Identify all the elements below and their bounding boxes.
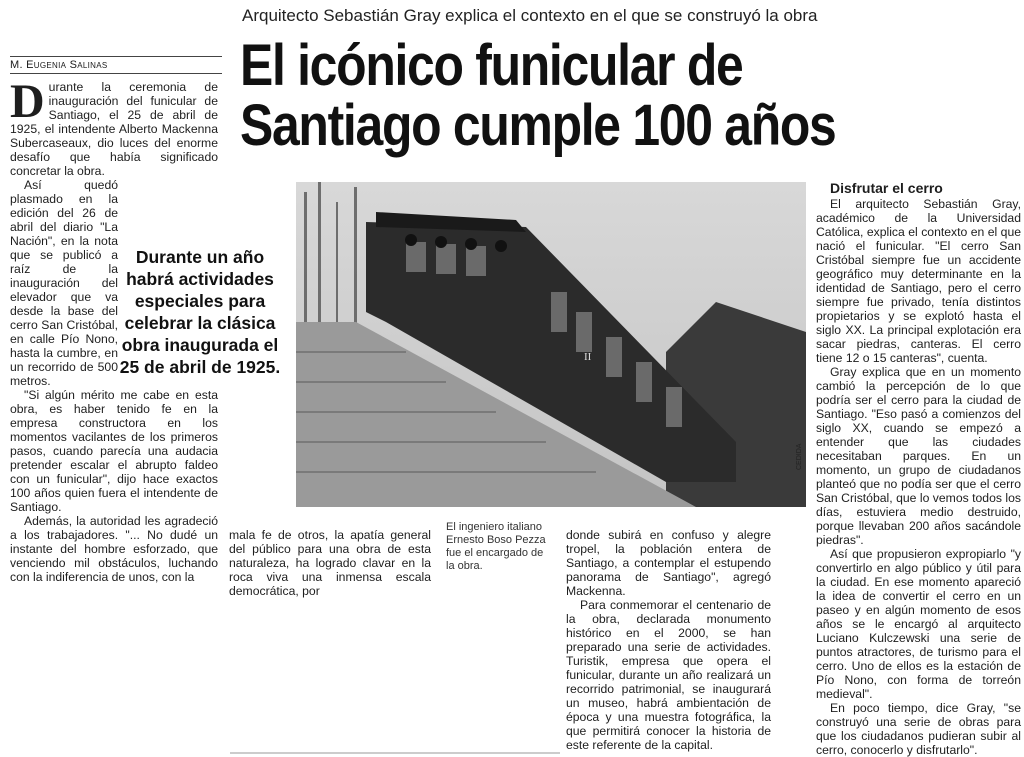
car-number: II	[584, 351, 592, 363]
col4-paragraph-1: El arquitecto Sebastián Gray, académico de la Universidad Católica, explica el contexto en el que nació el funicular. "El cerro San Cristóbal siempre fue un accidente geográfico muy determinante en la identidad de Santiago, pero el cerro siempre fue privado, tenía distintos propietarios y se explotó hasta el siglo XX. La principal explotación era sacar piedras, canteras. El cerro tiene 12 o 15 canteras", cuenta.	[816, 197, 1021, 365]
photo-credit: CEDIDA	[796, 443, 803, 470]
headline-line-2: Santiago cumple 100 años	[240, 93, 836, 158]
headline-line-1: El icónico funicular de	[240, 33, 743, 98]
article-column-2	[229, 528, 431, 598]
photo-caption: El ingeniero italiano Ernesto Boso Pezza fue el encargado de la obra.	[446, 521, 546, 572]
section-subhead: Disfrutar el cerro	[830, 180, 943, 196]
col4-paragraph-4: En poco tiempo, dice Gray, "se construyó una serie de obras para que los ciudadanos pudieran subir al cerro, conocerlo y disfrutarlo".	[816, 701, 1021, 757]
pull-quote: Durante un año habrá actividades especiales para celebrar la clásica obra inaugurada el 25 de abril de 1925.	[119, 247, 281, 377]
kicker: Arquitecto Sebastián Gray explica el contexto en el que se construyó la obra	[242, 6, 818, 25]
drop-cap: D	[10, 75, 45, 128]
headline	[240, 33, 876, 158]
col3-paragraph-1: donde subirá en confuso y alegre tropel, la población entera de Santiago, a contemplar el estupendo panorama de Santiago", agregó Mackenna.	[566, 528, 771, 598]
article-column-4	[816, 180, 1021, 757]
bottom-rule	[230, 752, 560, 754]
byline: M. Eugenia Salinas	[10, 56, 222, 74]
col2-paragraph-1: mala fe de otros, la apatía general del público para una obra de esta naturaleza, ha logrado clavar en la roca viva una inmensa escala democrática, por	[229, 528, 431, 598]
col3-paragraph-2: Para conmemorar el centenario de la obra, declarada monumento histórico en el 2000, se han preparado una serie de actividades. Turistik, empresa que opera el funicular, durante un año realizará un recorrido patrimonial, se inaugurará un museo, habrá ambientación de época y una muestra fotográfica, la que permitirá conocer la historia de este referente de la capital.	[566, 598, 771, 752]
col1-paragraph-4: Además, la autoridad les agradeció a los trabajadores. "... No dudé un instante del hombre esforzado, que venciendo mil obstáculos, luchando con la indiferencia de unos, con la	[10, 514, 218, 584]
col4-paragraph-3: Así que propusieron expropiarlo "y convertirlo en algo público y útil para la ciudad. En ese momento apareció la idea de convertir el cerro en un paseo y en algún momento de esos años se le encargó al arquitecto Luciano Kulczewski una serie de puntos atractores, de turismo para el cerro. Uno de ellos es la estación de Pío Nono, con forma de torreón medieval".	[816, 547, 1021, 701]
col1-p2-text: Así quedó plasmado en la edición del 26 de abril del diario "La Nación", en la nota que se publicó a raíz de la inauguración del elevador que va desde la base del cerro San Cristóbal, en calle Pío Nono, hasta la cumbre, en un recorrido de 500 metros.	[10, 178, 118, 388]
col1-paragraph-3: "Si algún mérito me cabe en esta obra, es haber tenido fe en la empresa constructora en los momentos vacilantes de los primeros pasos, cuando parecía una audacia pretender escalar el abrupto faldeo con un funicular", dijo hace exactos 100 años quien fuera el intendente de Santiago.	[10, 388, 218, 514]
funicular-photo	[296, 182, 806, 507]
col4-paragraph-2: Gray explica que en un momento cambió la percepción de lo que podría ser el cerro para la ciudad de Santiago. "Eso pasó a comienzos del siglo XX, cuando se empezó a entender que las ciudades necesitaban parques. En un momento, un grupo de ciudadanos planteó que no podía ser que el cerro San Cristóbal, que lo vemos todos los días, estuviera medio destruido, porque llevaban 200 años sacándole piedras".	[816, 365, 1021, 547]
col1-p1-text: urante la ceremonia de inauguración del funicular de Santiago, el 25 de abril de 1925, el intendente Alberto Mackenna Subercaseaux, dio luces del enorme desafío que había significado concretar la obra.	[10, 80, 218, 178]
article-column-3	[566, 528, 771, 752]
